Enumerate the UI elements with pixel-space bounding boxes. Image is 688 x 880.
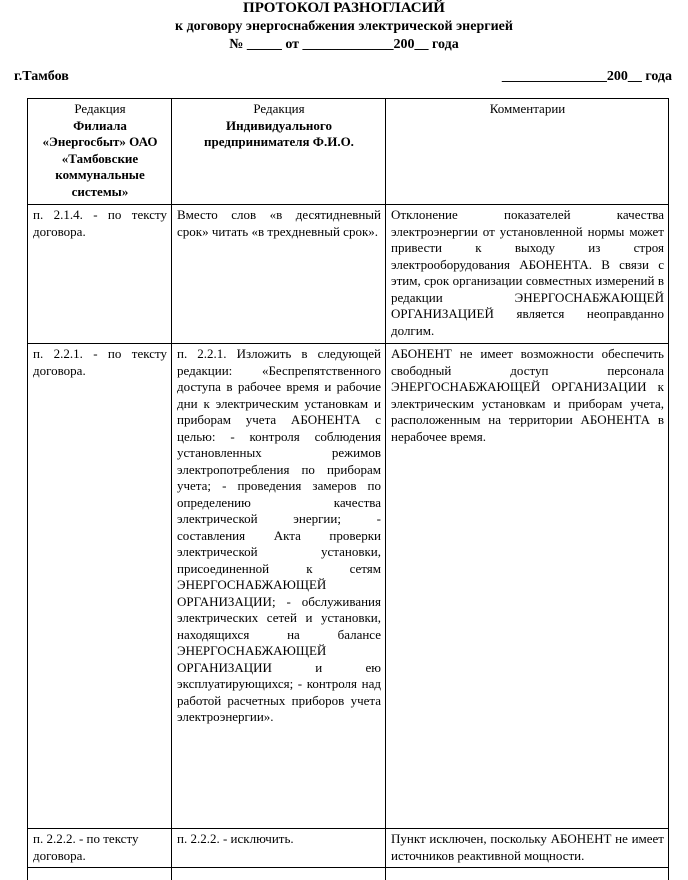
table-row xyxy=(28,344,669,829)
comment-cell: Пункт исключен, поскольку АБОНЕНТ не имеет источников реактивной мощности. xyxy=(386,829,669,868)
disagreements-table xyxy=(27,98,669,880)
clause-cell: п. 2.2.1. - по тексту договора. xyxy=(28,344,172,829)
clause-cell: п. 2.2.2. - по тексту договора. xyxy=(28,829,172,868)
header-entrepreneur-column xyxy=(172,99,386,205)
contract-number-line: № _____ от _____________200__ года xyxy=(0,37,688,53)
clause-cell: п. 2.1.4. - по тексту договора. xyxy=(28,205,172,344)
comment-cell: Отклонение показателей качества электроэнергии от установленной нормы может привести к выходу из строя электрооборудования АБОНЕНТА. В связи с этим, срок организации совместных измерений в редакции ЭНЕРГОСНАБЖАЮЩЕЙ ОРГАНИЗАЦИЕЙ является неоправданно долгим. xyxy=(386,205,669,344)
table-header-row xyxy=(28,99,669,205)
table-row xyxy=(28,205,669,344)
table-row xyxy=(28,829,669,868)
protocol-title: ПРОТОКОЛ РАЗНОГЛАСИЙ xyxy=(0,0,688,17)
empty-cell xyxy=(172,868,386,880)
header-supplier-title: Филиала «Энергосбыт» ОАО «Тамбовские коммунальные системы» xyxy=(33,118,167,201)
table-row-cut-off xyxy=(28,868,669,880)
header-supplier-column xyxy=(28,99,172,205)
empty-cell xyxy=(386,868,669,880)
protocol-subtitle: к договору энергоснабжения электрической энергией xyxy=(0,19,688,35)
header-entrepreneur-title: Индивидуального предпринимателя Ф.И.О. xyxy=(177,118,381,151)
entrepreneur-text-cell: п. 2.2.1. Изложить в следующей редакции: «Беспрепятственного доступа в рабочее время и рабочие дни к электрическим установкам и приборам учета АБОНЕНТА с целью: - контроля соблюдения установленных режимов электропотребления по приборам учета; - проведения замеров по определению качества электрической энергии; - составления Акта проверки электрической установки, присоединенной к сетям ЭНЕРГОСНАБЖАЮЩЕЙ ОРГАНИЗАЦИИ; - обслуживания электрических сетей и установки, находящихся на балансе ЭНЕРГОСНАБЖАЮЩЕЙ ОРГАНИЗАЦИИ и ею эксплуатирующихся; - контроля над работой расчетных приборов учета электроэнергии». xyxy=(172,344,386,829)
entrepreneur-text-cell: Вместо слов «в десятидневный срок» читать «в трехдневный срок». xyxy=(172,205,386,344)
empty-cell xyxy=(28,868,172,880)
header-entrepreneur-caption: Редакция xyxy=(177,101,381,118)
city-label: г.Тамбов xyxy=(14,69,69,85)
entrepreneur-text-cell: п. 2.2.2. - исключить. xyxy=(172,829,386,868)
header-comments-column: Комментарии xyxy=(386,99,669,205)
date-line: _______________200__ года xyxy=(502,69,672,85)
comment-cell: АБОНЕНТ не имеет возможности обеспечить свободный доступ персонала ЭНЕРГОСНАБЖАЮЩЕЙ ОРГАНИЗАЦИИ к электрическим установкам и приборам учета, расположенным на территории АБОНЕНТА в нерабочее время. xyxy=(386,344,669,829)
header-supplier-caption: Редакция xyxy=(33,101,167,118)
